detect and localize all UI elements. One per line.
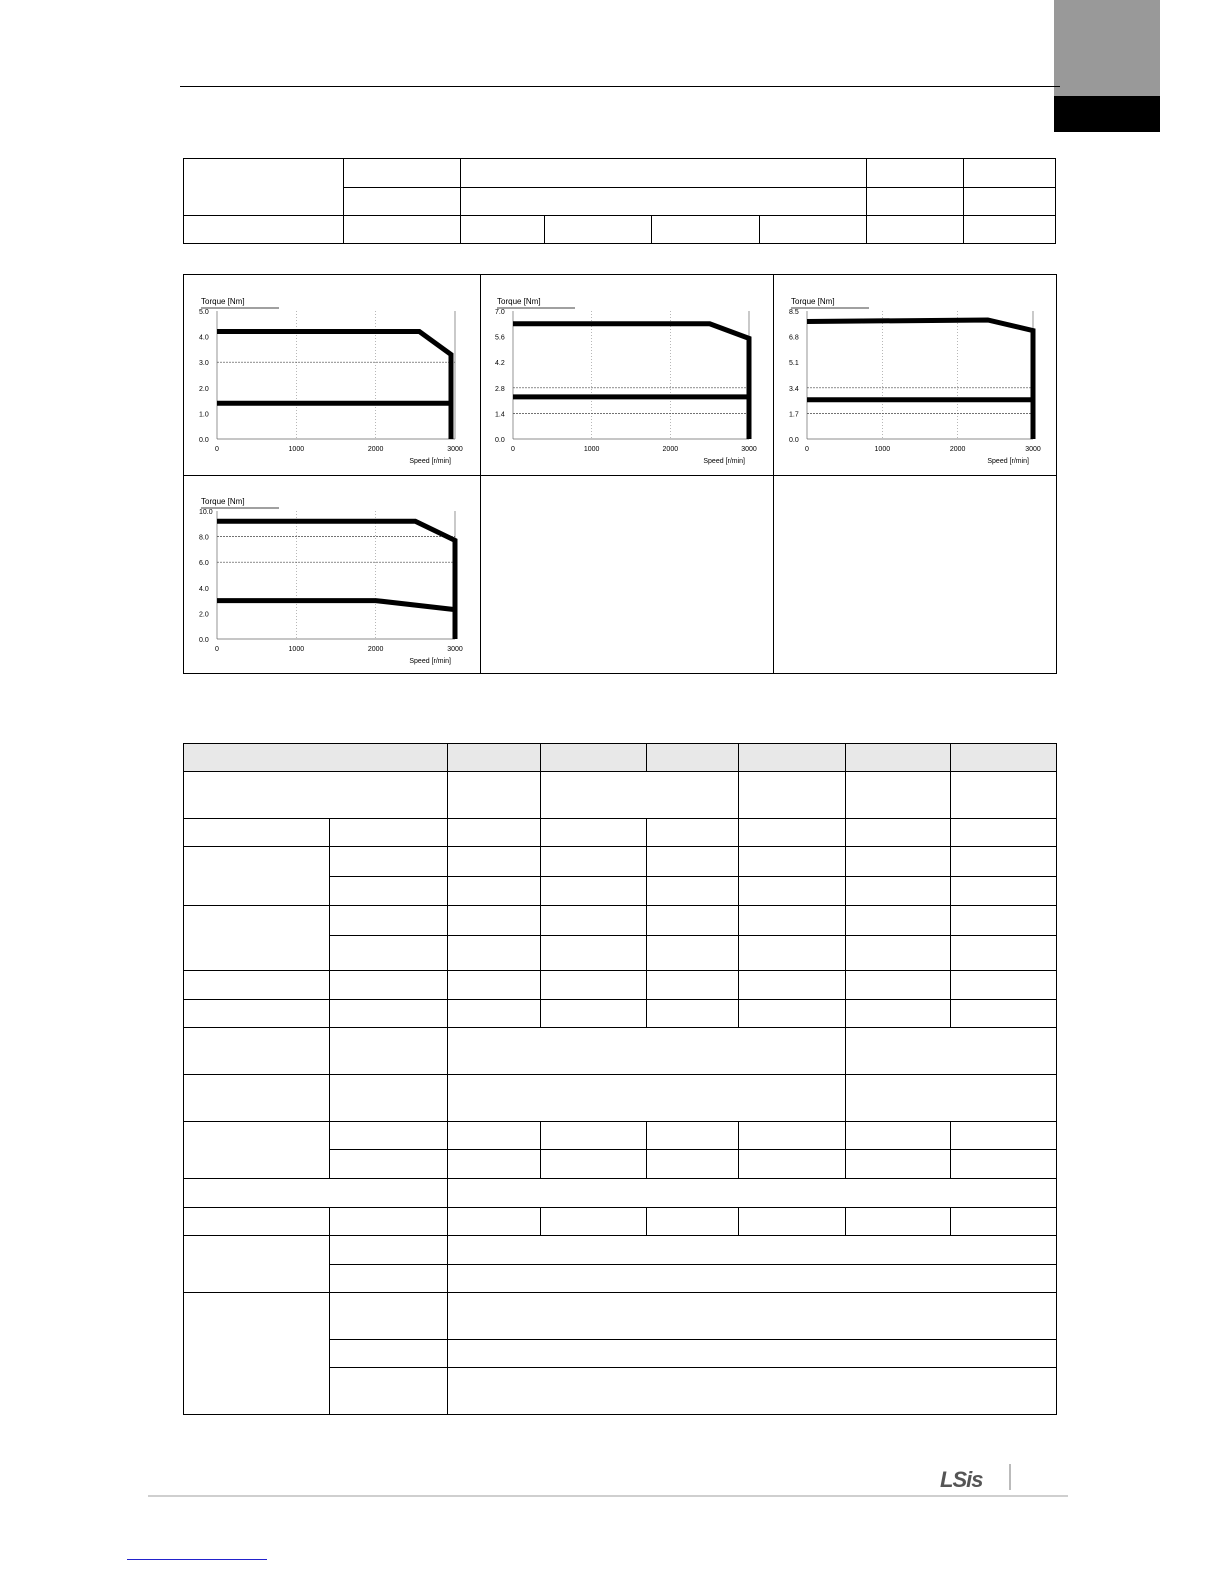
y-tick-label: 4.2 — [495, 360, 505, 368]
table-cell — [846, 847, 951, 877]
x-tick-label: 2000 — [367, 646, 384, 653]
table-cell — [846, 1150, 951, 1179]
table-cell — [448, 877, 541, 906]
table-cell — [330, 1368, 448, 1415]
table-cell — [760, 216, 867, 244]
table-cell — [184, 1293, 330, 1415]
table-cell — [184, 216, 344, 244]
hyperlink-underline — [127, 1559, 267, 1560]
table-cell — [448, 971, 541, 1000]
torque-speed-chart-1 — [187, 279, 475, 469]
x-axis-label: Speed [r/min] — [703, 458, 745, 465]
table-cell — [330, 971, 448, 1000]
chapter-tab-marker — [1054, 96, 1160, 132]
motor-spec-table — [183, 743, 1057, 1415]
table-row — [184, 1179, 1057, 1208]
table-cell — [448, 1028, 846, 1075]
table-cell — [647, 819, 739, 847]
table-cell — [846, 971, 951, 1000]
table-row — [184, 159, 1056, 188]
x-tick-label: 1000 — [288, 646, 305, 653]
table-cell — [448, 1265, 1057, 1293]
table-cell — [448, 847, 541, 877]
table-cell — [739, 906, 846, 936]
table-cell — [951, 1000, 1057, 1028]
table-cell — [846, 906, 951, 936]
x-axis-label: Speed [r/min] — [409, 658, 451, 665]
y-tick-label: 4.0 — [199, 334, 209, 342]
footer-rule — [148, 1495, 1068, 1497]
panel-divider — [480, 275, 481, 673]
table-cell — [739, 1122, 846, 1150]
table-cell — [846, 1000, 951, 1028]
table-row — [184, 1000, 1057, 1028]
panel-divider — [184, 475, 1056, 476]
table-cell — [541, 936, 647, 971]
table-cell — [330, 1028, 448, 1075]
table-cell — [846, 1075, 1057, 1122]
table-row — [184, 1236, 1057, 1265]
table-cell — [330, 819, 448, 847]
x-tick-label: 3000 — [741, 446, 757, 453]
continuous-torque-curve — [217, 601, 455, 610]
table-cell — [739, 847, 846, 877]
table-cell — [184, 1000, 330, 1028]
table-cell — [951, 971, 1057, 1000]
x-axis-label: Speed [r/min] — [409, 458, 451, 465]
panel-divider — [773, 275, 774, 673]
table-cell — [739, 936, 846, 971]
table-cell — [652, 216, 760, 244]
table-cell — [448, 744, 541, 772]
table-cell — [739, 772, 846, 819]
table-cell — [448, 1208, 541, 1236]
y-tick-label: 2.0 — [199, 611, 209, 619]
table-header-row — [184, 744, 1057, 772]
table-cell — [184, 906, 330, 971]
table-cell — [951, 744, 1057, 772]
table-row — [184, 819, 1057, 847]
table-cell — [964, 159, 1056, 188]
table-row — [184, 216, 1056, 244]
table-cell — [330, 1150, 448, 1179]
table-cell — [846, 1208, 951, 1236]
table-cell — [448, 1150, 541, 1179]
torque-speed-chart-4 — [187, 479, 475, 669]
table-cell — [951, 906, 1057, 936]
top-spec-table — [183, 158, 1056, 244]
table-row — [184, 1208, 1057, 1236]
table-cell — [330, 1340, 448, 1368]
header-rule — [180, 86, 1060, 87]
x-tick-label: 0 — [215, 446, 219, 453]
table-cell — [846, 819, 951, 847]
table-cell — [330, 1000, 448, 1028]
table-cell — [448, 906, 541, 936]
table-cell — [739, 744, 846, 772]
chart-title: Torque [Nm] — [791, 297, 835, 306]
table-cell — [647, 1000, 739, 1028]
y-tick-label: 8.0 — [199, 534, 209, 542]
table-row — [184, 847, 1057, 877]
table-cell — [867, 159, 964, 188]
y-tick-label: 6.8 — [789, 334, 799, 342]
table-cell — [541, 847, 647, 877]
table-cell — [184, 1122, 330, 1179]
table-cell — [739, 1208, 846, 1236]
table-cell — [951, 877, 1057, 906]
table-cell — [951, 1208, 1057, 1236]
y-tick-label: 4.0 — [199, 585, 209, 593]
y-tick-label: 5.6 — [495, 334, 505, 342]
table-cell — [330, 1208, 448, 1236]
table-cell — [448, 1293, 1057, 1340]
table-cell — [344, 216, 461, 244]
table-cell — [964, 188, 1056, 216]
table-cell — [330, 1236, 448, 1265]
table-cell — [647, 877, 739, 906]
y-tick-label: 1.4 — [495, 411, 505, 419]
y-tick-label: 1.0 — [199, 411, 209, 419]
torque-speed-chart-3 — [777, 279, 1053, 469]
y-tick-label: 3.4 — [789, 385, 799, 393]
table-cell — [951, 772, 1057, 819]
y-tick-label: 0.0 — [495, 437, 505, 444]
table-cell — [541, 1122, 647, 1150]
table-cell — [846, 1122, 951, 1150]
table-cell — [541, 906, 647, 936]
chart-title: Torque [Nm] — [201, 297, 245, 306]
table-cell — [461, 159, 867, 188]
table-cell — [330, 1075, 448, 1122]
table-cell — [647, 1122, 739, 1150]
table-cell — [541, 1150, 647, 1179]
y-tick-label: 0.0 — [789, 437, 799, 444]
table-cell — [448, 1368, 1057, 1415]
table-cell — [448, 1340, 1057, 1368]
y-tick-label: 7.0 — [495, 309, 505, 316]
table-cell — [846, 744, 951, 772]
table-cell — [330, 936, 448, 971]
table-cell — [344, 188, 461, 216]
table-cell — [184, 1208, 330, 1236]
chart-title: Torque [Nm] — [497, 297, 541, 306]
x-tick-label: 1000 — [288, 446, 305, 453]
y-tick-label: 6.0 — [199, 560, 209, 568]
chart-title: Torque [Nm] — [201, 497, 245, 506]
repeated-torque-curve — [513, 324, 749, 439]
table-row — [184, 971, 1057, 1000]
x-tick-label: 1000 — [583, 446, 600, 453]
table-cell — [846, 772, 951, 819]
table-cell — [541, 772, 739, 819]
table-cell — [184, 1028, 330, 1075]
repeated-torque-curve — [217, 332, 451, 440]
table-cell — [448, 1179, 1057, 1208]
y-tick-label: 8.5 — [789, 309, 799, 316]
table-cell — [739, 971, 846, 1000]
table-cell — [448, 936, 541, 971]
table-cell — [461, 216, 545, 244]
table-cell — [964, 216, 1056, 244]
table-cell — [448, 1236, 1057, 1265]
y-tick-label: 10.0 — [199, 509, 213, 516]
table-row — [184, 1028, 1057, 1075]
x-tick-label: 2000 — [949, 446, 966, 453]
table-cell — [545, 216, 652, 244]
table-cell — [330, 1265, 448, 1293]
x-tick-label: 2000 — [662, 446, 679, 453]
y-tick-label: 2.8 — [495, 385, 505, 393]
table-cell — [647, 906, 739, 936]
table-cell — [330, 1122, 448, 1150]
table-cell — [739, 1150, 846, 1179]
y-tick-label: 3.0 — [199, 360, 209, 368]
y-tick-label: 5.0 — [199, 309, 209, 316]
table-cell — [184, 159, 344, 216]
table-cell — [541, 1208, 647, 1236]
table-cell — [647, 971, 739, 1000]
table-cell — [951, 1150, 1057, 1179]
table-cell — [184, 772, 448, 819]
table-cell — [647, 1208, 739, 1236]
table-cell — [184, 1236, 330, 1293]
table-cell — [867, 216, 964, 244]
y-tick-label: 0.0 — [199, 437, 209, 444]
table-cell — [448, 1000, 541, 1028]
y-tick-label: 5.1 — [789, 360, 799, 368]
table-cell — [330, 906, 448, 936]
x-tick-label: 3000 — [447, 646, 463, 653]
y-tick-label: 0.0 — [199, 637, 209, 644]
table-cell — [647, 744, 739, 772]
repeated-torque-curve — [807, 320, 1033, 439]
table-row — [184, 906, 1057, 936]
chapter-tab — [1054, 0, 1160, 96]
table-cell — [951, 847, 1057, 877]
table-cell — [448, 1075, 846, 1122]
y-tick-label: 2.0 — [199, 385, 209, 393]
table-cell — [448, 772, 541, 819]
x-tick-label: 0 — [215, 646, 219, 653]
table-cell — [330, 877, 448, 906]
table-cell — [184, 1075, 330, 1122]
table-cell — [951, 1122, 1057, 1150]
table-cell — [184, 1179, 448, 1208]
table-cell — [330, 1293, 448, 1340]
table-cell — [647, 936, 739, 971]
table-cell — [867, 188, 964, 216]
table-cell — [951, 819, 1057, 847]
table-cell — [647, 1150, 739, 1179]
x-tick-label: 0 — [511, 446, 515, 453]
table-cell — [951, 936, 1057, 971]
table-cell — [448, 819, 541, 847]
table-cell — [184, 971, 330, 1000]
table-cell — [846, 877, 951, 906]
table-cell — [541, 819, 647, 847]
table-cell — [184, 744, 448, 772]
brand-logo: LSis — [940, 1467, 983, 1492]
table-cell — [541, 971, 647, 1000]
table-cell — [541, 877, 647, 906]
table-cell — [846, 936, 951, 971]
table-cell — [846, 1028, 1057, 1075]
x-tick-label: 2000 — [367, 446, 384, 453]
table-row — [184, 1293, 1057, 1340]
x-tick-label: 0 — [805, 446, 809, 453]
table-cell — [184, 847, 330, 906]
table-cell — [184, 819, 330, 847]
table-row — [184, 772, 1057, 819]
torque-speed-chart-2 — [483, 279, 769, 469]
table-cell — [330, 847, 448, 877]
table-row — [184, 1122, 1057, 1150]
table-row — [184, 1075, 1057, 1122]
logo-divider — [1009, 1464, 1011, 1490]
table-cell — [541, 744, 647, 772]
repeated-torque-curve — [217, 521, 455, 639]
table-cell — [739, 819, 846, 847]
x-tick-label: 1000 — [874, 446, 891, 453]
x-axis-label: Speed [r/min] — [987, 458, 1029, 465]
table-cell — [344, 159, 461, 188]
table-cell — [647, 847, 739, 877]
table-cell — [739, 877, 846, 906]
table-cell — [541, 1000, 647, 1028]
table-cell — [739, 1000, 846, 1028]
y-tick-label: 1.7 — [789, 411, 799, 419]
x-tick-label: 3000 — [447, 446, 463, 453]
table-cell — [461, 188, 867, 216]
table-cell — [448, 1122, 541, 1150]
x-tick-label: 3000 — [1025, 446, 1041, 453]
